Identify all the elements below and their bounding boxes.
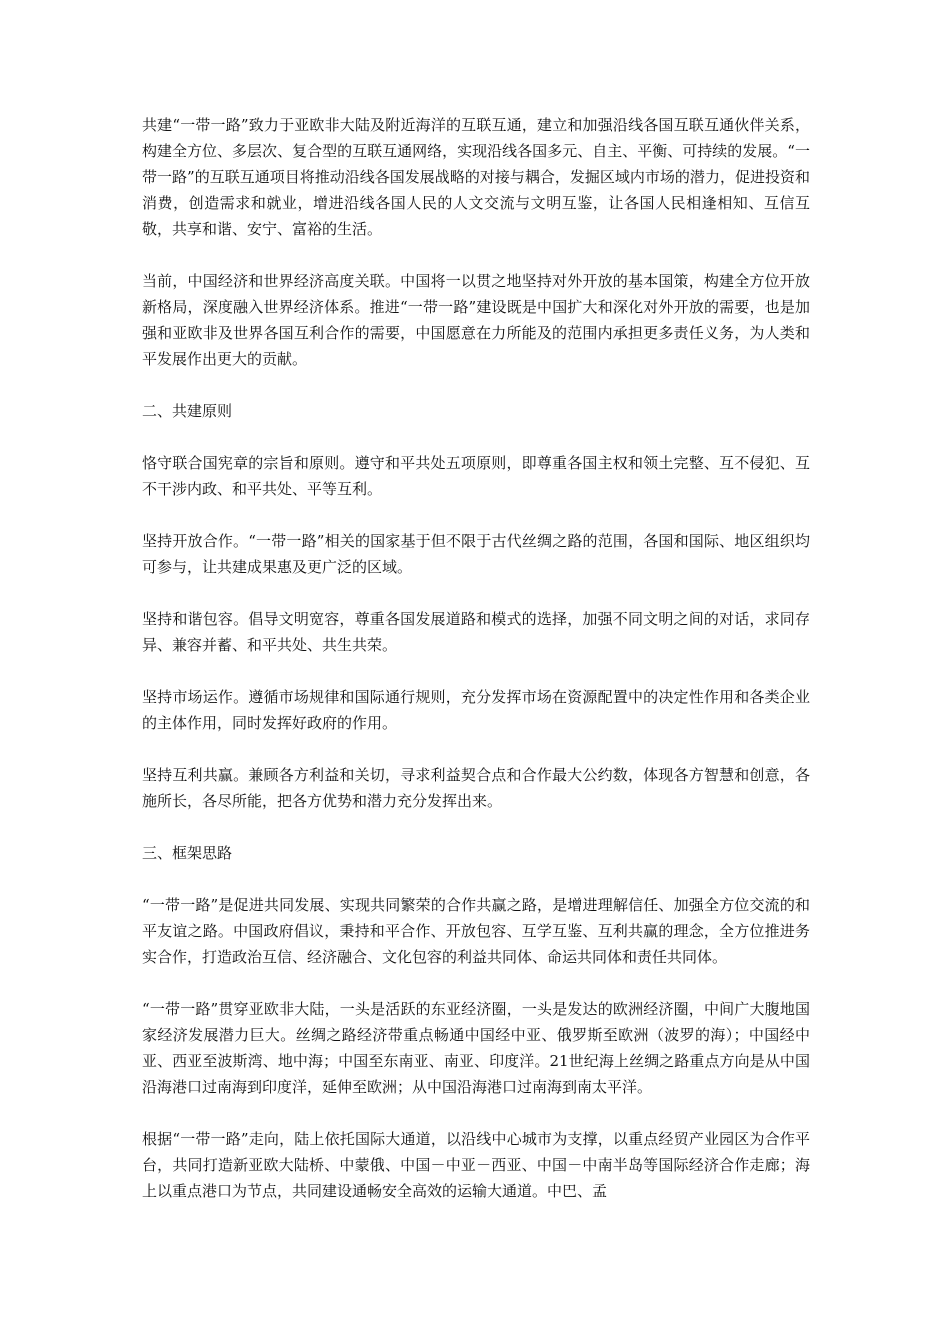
paragraph-current-situation: 当前，中国经济和世界经济高度关联。中国将一以贯之地坚持对外开放的基本国策，构建全方位开放新格局，深度融入世界经济体系。推进“一带一路”建设既是中国扩大和深化对外开放的需要，也是加强和亚欧非及世界各国互利合作的需要，中国愿意在力所能及的范围内承担更多责任义务，为人类和平发展作出更大的贡献。	[142, 272, 810, 368]
paragraph-principle-openness: 坚持开放合作。“一带一路”相关的国家基于但不限于古代丝绸之路的范围，各国和国际、地区组织均可参与，让共建成果惠及更广泛的区域。	[142, 532, 810, 576]
document-body	[142, 112, 810, 1230]
section-heading-framework: 三、框架思路	[142, 844, 233, 862]
paragraph-framework-corridors: 根据“一带一路”走向，陆上依托国际大通道，以沿线中心城市为支撑，以重点经贸产业园区为合作平台，共同打造新亚欧大陆桥、中蒙俄、中国－中亚－西亚、中国－中南半岛等国际经济合作走廊；海上以重点港口为节点，共同建设通畅安全高效的运输大通道。中巴、孟	[142, 1130, 810, 1200]
paragraph-intro: 共建“一带一路”致力于亚欧非大陆及附近海洋的互联互通，建立和加强沿线各国互联互通伙伴关系，构建全方位、多层次、复合型的互联互通网络，实现沿线各国多元、自主、平衡、可持续的发展。“一带一路”的互联互通项目将推动沿线各国发展战略的对接与耦合，发掘区域内市场的潜力，促进投资和消费，创造需求和就业，增进沿线各国人民的人文交流与文明互鉴，让各国人民相逢相知、互信互敬，共享和谐、安宁、富裕的生活。	[142, 116, 810, 238]
paragraph-principle-harmony: 坚持和谐包容。倡导文明宽容，尊重各国发展道路和模式的选择，加强不同文明之间的对话，求同存异、兼容并蓄、和平共处、共生共荣。	[142, 610, 810, 654]
paragraph-principle-market: 坚持市场运作。遵循市场规律和国际通行规则，充分发挥市场在资源配置中的决定性作用和各类企业的主体作用，同时发挥好政府的作用。	[142, 688, 810, 732]
section-heading-principles: 二、共建原则	[142, 402, 233, 420]
paragraph-framework-routes: “一带一路”贯穿亚欧非大陆，一头是活跃的东亚经济圈，一头是发达的欧洲经济圈，中间广大腹地国家经济发展潜力巨大。丝绸之路经济带重点畅通中国经中亚、俄罗斯至欧洲（波罗的海）；中国经中亚、西亚至波斯湾、地中海；中国至东南亚、南亚、印度洋。21世纪海上丝绸之路重点方向是从中国沿海港口过南海到印度洋，延伸至欧洲；从中国沿海港口过南海到南太平洋。	[142, 1000, 810, 1096]
paragraph-framework-concept: “一带一路”是促进共同发展、实现共同繁荣的合作共赢之路，是增进理解信任、加强全方位交流的和平友谊之路。中国政府倡议，秉持和平合作、开放包容、互学互鉴、互利共赢的理念，全方位推进务实合作，打造政治互信、经济融合、文化包容的利益共同体、命运共同体和责任共同体。	[142, 896, 810, 966]
paragraph-principle-un-charter: 恪守联合国宪章的宗旨和原则。遵守和平共处五项原则，即尊重各国主权和领土完整、互不侵犯、互不干涉内政、和平共处、平等互利。	[142, 454, 810, 498]
paragraph-principle-mutual-benefit: 坚持互利共赢。兼顾各方利益和关切，寻求利益契合点和合作最大公约数，体现各方智慧和创意，各施所长，各尽所能，把各方优势和潜力充分发挥出来。	[142, 766, 810, 810]
